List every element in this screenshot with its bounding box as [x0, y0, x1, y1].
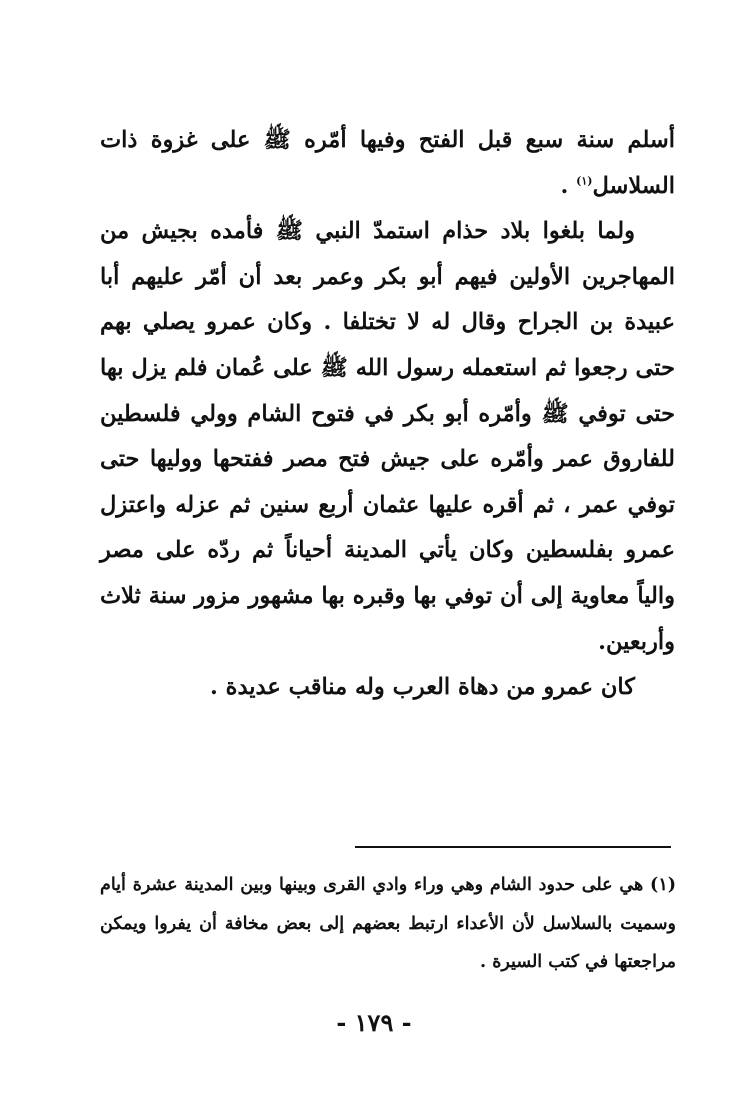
paragraph-1-end: .: [560, 172, 577, 199]
footnote-reference: (١): [576, 174, 593, 188]
footnote-text: (١) هي على حدود الشام وهي وراء وادي القرى وبينها وبين المدينة عشرة أيام وسميت بالسلاسل لأن الأعداء ارتبط بعضهم إلى بعض مخافة أن يفروا ويمكن مراجعتها في كتب السيرة .: [100, 875, 676, 972]
paragraph-2: ولما بلغوا بلاد حذام استمدّ النبي ﷺ فأمده بجيش من المهاجرين الأولين فيهم أبو بكر وعمر بعد أن أمّر عليهم أبا عبيدة بن الجراح وقال له لا تختلفا . وكان عمرو يصلي بهم حتى رجعوا ثم استعمله رسول الله ﷺ على عُمان فلم يزل بها حتى توفي ﷺ وأمّره أبو بكر في فتوح الشام وولي فلسطين للفاروق عمر وأمّره على جيش فتح مصر ففتحها ووليها حتى توفي عمر ، ثم أقره عليها عثمان أربع سنين ثم عزله واعتزل عمرو بفلسطين وكان يأتي المدينة أحياناً ثم ردّه على مصر والياً معاوية إلى أن توفي بها وقبره بها مشهور مزور سنة ثلاث وأربعين.: [100, 218, 675, 655]
paragraph-1: [100, 118, 675, 209]
main-text: [100, 118, 675, 711]
page-number: - ١٧٩ -: [336, 1008, 412, 1037]
paragraph-1-text: أسلم سنة سبع قبل الفتح وفيها أمّره ﷺ على غزوة ذات السلاسل: [100, 127, 675, 199]
paragraph-3: كان عمرو من دهاة العرب وله مناقب عديدة .: [210, 674, 635, 701]
footnote: [100, 866, 676, 982]
footnote-separator: [355, 846, 671, 848]
